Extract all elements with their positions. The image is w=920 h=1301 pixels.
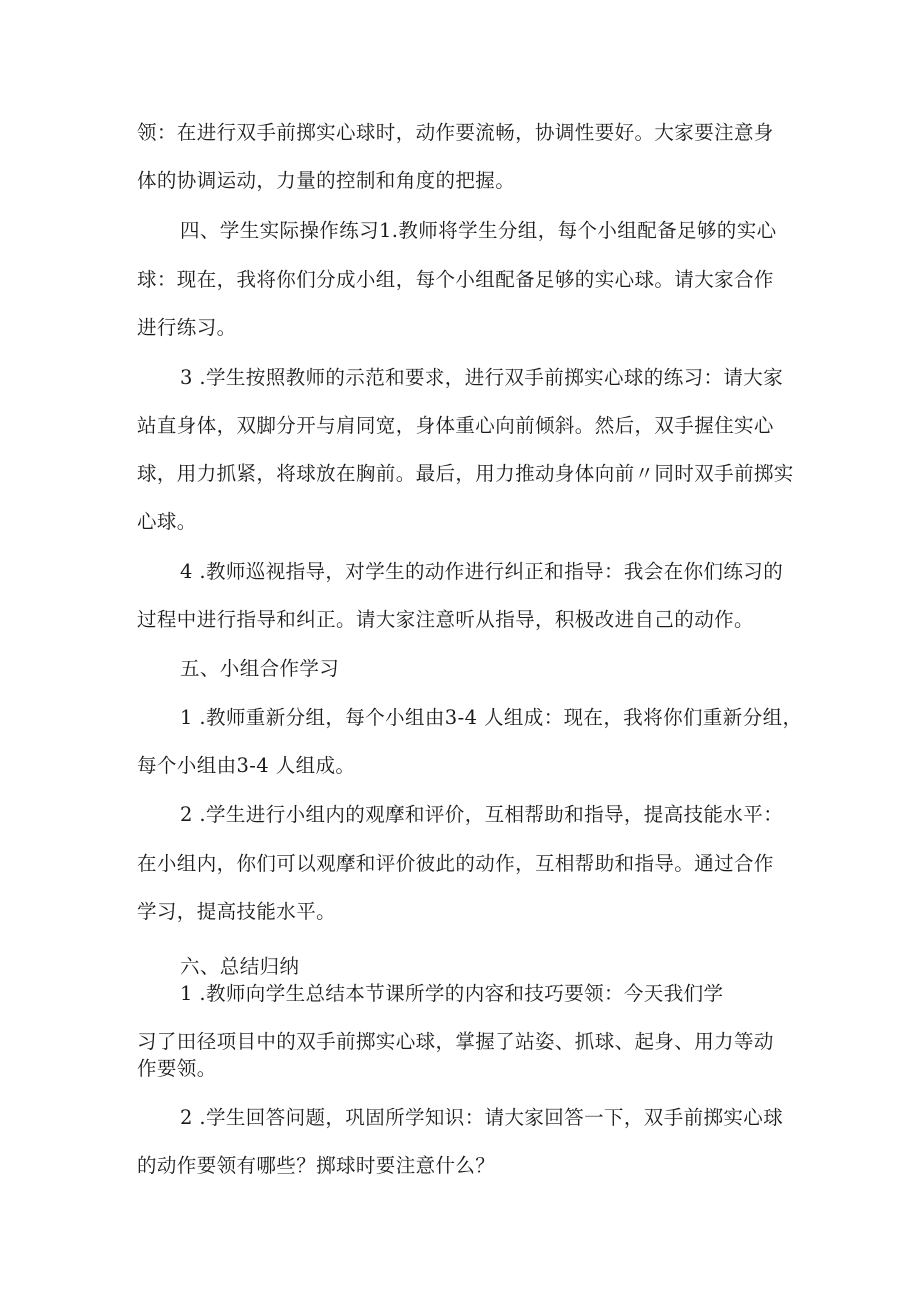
paragraph-line: 习了田径项目中的双手前掷实心球，掌握了站姿、抓球、起身、用力等动 <box>137 1030 774 1053</box>
paragraph-line: 作要领。 <box>137 1057 217 1080</box>
list-item-1: 1 .教师向学生总结本节课所学的内容和技巧要领：今天我们学 <box>180 982 724 1005</box>
paragraph-line: 站直身体，双脚分开与肩同宽，身体重心向前倾斜。然后，双手握住实心 <box>137 414 774 437</box>
paragraph-line: 心球。 <box>137 510 197 533</box>
paragraph-line: 体的协调运动，力量的控制和角度的把握。 <box>137 169 516 192</box>
list-item-4: 4 .教师巡视指导，对学生的动作进行纠正和指导：我会在你们练习的 <box>180 560 784 583</box>
paragraph-line: 球：现在，我将你们分成小组，每个小组配备足够的实心球。请大家合作 <box>137 268 774 291</box>
paragraph-line: 的动作要领有哪些？掷球时要注意什么？ <box>137 1154 496 1177</box>
paragraph-line: 在小组内，你们可以观摩和评价彼此的动作，互相帮助和指导。通过合作 <box>137 852 774 875</box>
list-item-3: 3 .学生按照教师的示范和要求，进行双手前掷实心球的练习：请大家 <box>180 366 784 389</box>
list-item-2: 2 .学生回答问题，巩固所学知识：请大家回答一下，双手前掷实心球 <box>180 1106 784 1129</box>
list-item-1: 1 .教师重新分组，每个小组由3-4 人组成：现在，我将你们重新分组， <box>180 706 803 729</box>
section-heading-practice: 四、学生实际操作练习1.教师将学生分组，每个小组配备足够的实心 <box>180 219 777 242</box>
paragraph-line: 球，用力抓紧，将球放在胸前。最后，用力推动身体向前〃同时双手前掷实 <box>137 462 794 485</box>
paragraph-line: 过程中进行指导和纠正。请大家注意听从指导，积极改进自己的动作。 <box>137 608 754 631</box>
list-item-2: 2 .学生进行小组内的观摩和评价，互相帮助和指导，提高技能水平： <box>180 803 784 826</box>
paragraph-line: 进行练习。 <box>137 316 237 339</box>
section-heading-group: 五、小组合作学习 <box>180 657 340 680</box>
paragraph-line: 学习，提高技能水平。 <box>137 900 337 923</box>
paragraph-line: 领：在进行双手前掷实心球时，动作要流畅，协调性要好。大家要注意身 <box>137 121 774 144</box>
paragraph-line: 每个小组由3-4 人组成。 <box>137 754 356 777</box>
section-heading-summary: 六、总结归纳 <box>180 955 300 978</box>
